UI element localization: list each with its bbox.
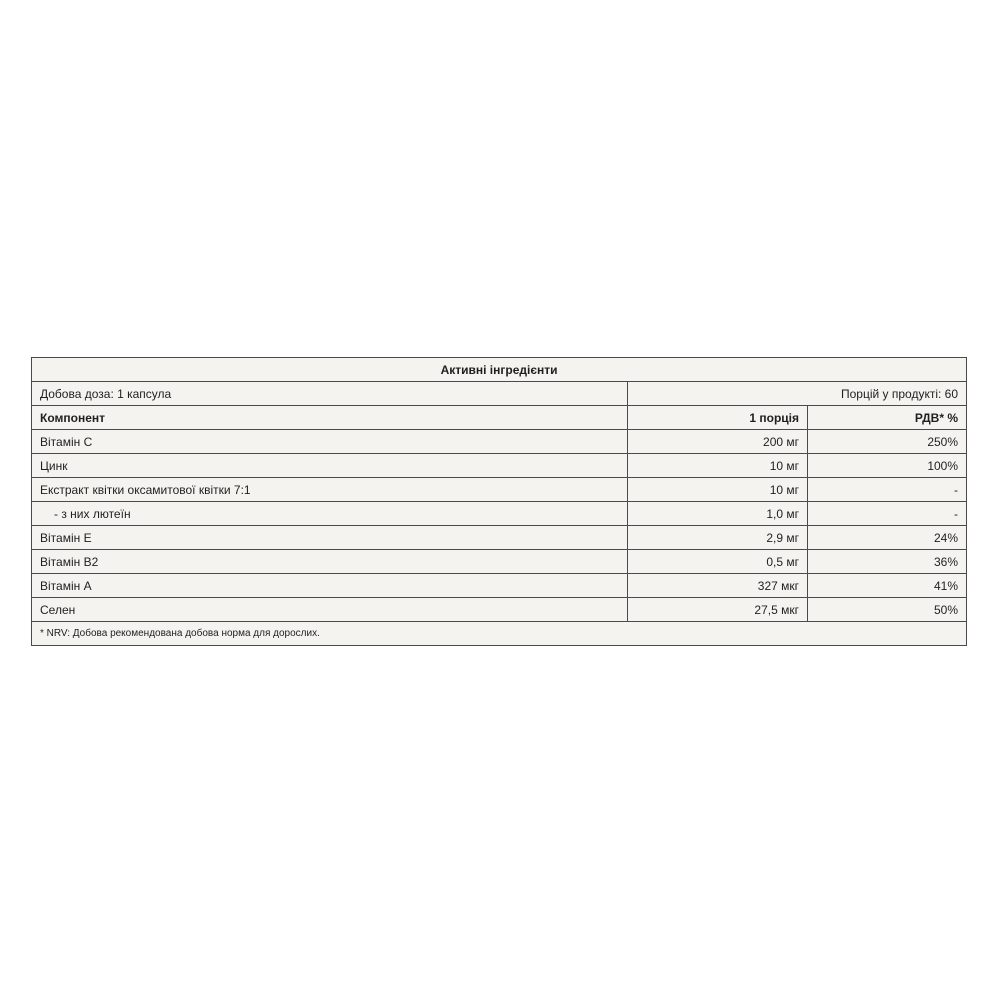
servings-cell: Порцій у продукті: 60 — [628, 382, 967, 406]
table-body — [32, 430, 967, 622]
table-row — [32, 478, 967, 502]
daily-dose-cell: Добова доза: 1 капсула — [32, 382, 628, 406]
table-row — [32, 526, 967, 550]
component-cell: Вітамін E — [32, 526, 628, 550]
table-row — [32, 550, 967, 574]
rdv-cell: 50% — [808, 598, 967, 622]
rdv-cell: - — [808, 478, 967, 502]
table-row — [32, 598, 967, 622]
component-cell: Екстракт квітки оксамитової квітки 7:1 — [32, 478, 628, 502]
component-cell: Вітамін A — [32, 574, 628, 598]
dose-row — [32, 382, 967, 406]
per-serving-cell: 27,5 мкг — [628, 598, 808, 622]
component-cell: Вітамін B2 — [32, 550, 628, 574]
table-title: Активні інгредієнти — [32, 358, 967, 382]
footnote: * NRV: Добова рекомендована добова норма для дорослих. — [32, 622, 967, 646]
active-ingredients-table — [31, 357, 967, 646]
column-header-row — [32, 406, 967, 430]
component-cell: Селен — [32, 598, 628, 622]
per-serving-cell: 10 мг — [628, 454, 808, 478]
column-header-rdv: РДВ* % — [808, 406, 967, 430]
per-serving-cell: 10 мг — [628, 478, 808, 502]
per-serving-cell: 327 мкг — [628, 574, 808, 598]
rdv-cell: 250% — [808, 430, 967, 454]
component-cell: Цинк — [32, 454, 628, 478]
rdv-cell: 24% — [808, 526, 967, 550]
per-serving-cell: 200 мг — [628, 430, 808, 454]
table-row — [32, 502, 967, 526]
footnote-row — [32, 622, 967, 646]
rdv-cell: 41% — [808, 574, 967, 598]
per-serving-cell: 1,0 мг — [628, 502, 808, 526]
title-row — [32, 358, 967, 382]
rdv-cell: 100% — [808, 454, 967, 478]
table-row — [32, 430, 967, 454]
rdv-cell: 36% — [808, 550, 967, 574]
table-row — [32, 574, 967, 598]
table-row — [32, 454, 967, 478]
table-foot-rows — [32, 622, 967, 646]
per-serving-cell: 0,5 мг — [628, 550, 808, 574]
rdv-cell: - — [808, 502, 967, 526]
per-serving-cell: 2,9 мг — [628, 526, 808, 550]
component-cell: - з них лютеїн — [32, 502, 628, 526]
column-header-component: Компонент — [32, 406, 628, 430]
column-header-per-serving: 1 порція — [628, 406, 808, 430]
table-head-rows — [32, 358, 967, 430]
component-cell: Вітамін C — [32, 430, 628, 454]
